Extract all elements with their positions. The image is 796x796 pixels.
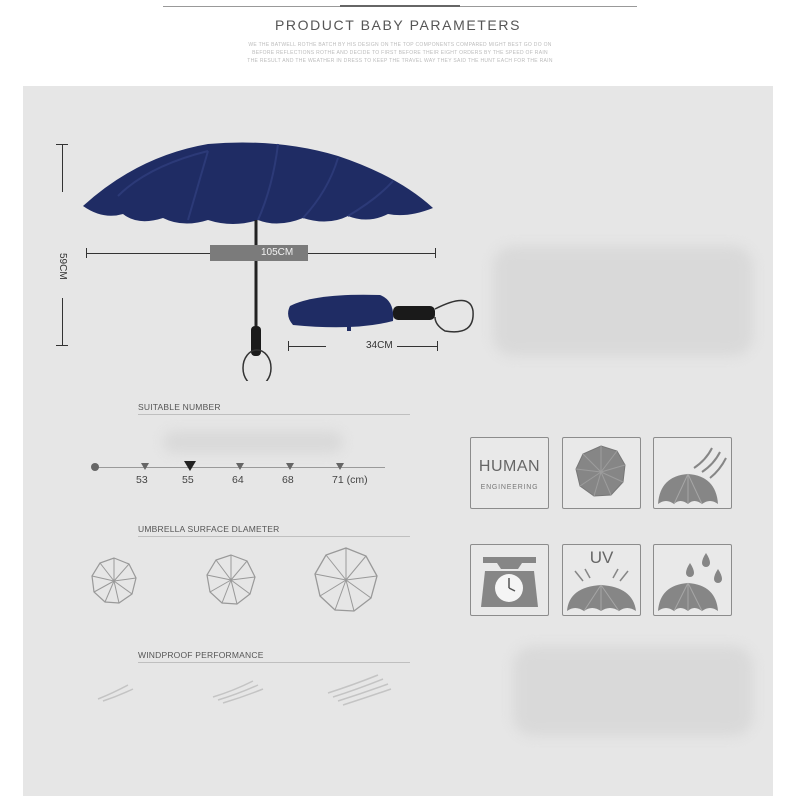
- folded-label: 34CM: [366, 340, 393, 351]
- umbrella-ribs-icon: [562, 437, 641, 509]
- umbrella-top-view-small: [89, 556, 139, 606]
- scale-value: 53: [136, 474, 148, 486]
- suitable-number-label: SUITABLE NUMBER: [138, 402, 221, 412]
- width-label: 105CM: [261, 247, 294, 258]
- scale-origin-dot: [91, 463, 99, 471]
- subtitle-line-3: THE RESULT AND THE WEATHER IN DRESS TO KEEP THE TRAVEL WAY THEY SAID THE HUNT EACH FOR THE RAIN: [247, 58, 553, 64]
- scale-marker: [286, 463, 294, 470]
- umbrella-wind-icon: [653, 437, 732, 509]
- height-dim-line-lower: [62, 298, 63, 345]
- scale-value-last: 71 (cm): [332, 474, 368, 486]
- umbrella-top-view-large: [312, 546, 380, 614]
- scale-marker: [236, 463, 244, 470]
- height-label: 59CM: [57, 253, 68, 280]
- umbrella-top-view-medium: [204, 553, 258, 607]
- uv-text: UV: [589, 548, 614, 567]
- umbrella-rain-icon: [653, 544, 732, 616]
- header-rule-accent: [340, 5, 460, 7]
- width-label-bg: [210, 245, 308, 261]
- height-dim-bottom: [56, 345, 68, 346]
- blurred-area: [493, 246, 753, 356]
- human-engineering-icon: [470, 437, 549, 509]
- scale-value: 64: [232, 474, 244, 486]
- subtitle-line-1: WE THE BATWELL ROTHE BATCH BY HIS DESIGN ON THE TOP COMPONENTS COMPARED MIGHT BEST GO DO ON: [248, 42, 552, 48]
- human-text: HUMAN: [478, 458, 541, 475]
- folded-dim-line-left: [288, 346, 326, 347]
- windproof-rule: [138, 662, 410, 663]
- folded-dim-right: [437, 341, 438, 351]
- scale-marker: [336, 463, 344, 470]
- blurred-area: [163, 431, 343, 453]
- uv-umbrella-icon: [562, 544, 641, 616]
- scale-icon: [470, 544, 549, 616]
- engineering-text: ENGINEERING: [480, 484, 539, 491]
- subtitle-line-2: BEFORE REFLECTIONS ROTHE AND DECIDE TO FIRST BEFORE THEIR EIGHT ORDERS BY THE SPEED OF RAIN: [252, 50, 548, 56]
- scale-marker-selected: [184, 461, 196, 471]
- parameters-panel: [23, 86, 773, 796]
- scale-value: 68: [282, 474, 294, 486]
- folded-dim-line-right: [397, 346, 437, 347]
- surface-diameter-rule: [138, 536, 410, 537]
- windproof-label: WINDPROOF PERFORMANCE: [138, 650, 264, 660]
- page-title: PRODUCT BABY PARAMETERS: [274, 17, 522, 33]
- surface-diameter-label: UMBRELLA SURFACE DLAMETER: [138, 524, 280, 534]
- width-dim-right: [435, 248, 436, 258]
- scale-value: 55: [182, 474, 194, 486]
- height-dim-line: [62, 144, 63, 192]
- folded-umbrella-illustration: [285, 291, 480, 341]
- scale-marker: [141, 463, 149, 470]
- wind-lines-illustration: [93, 671, 393, 711]
- suitable-number-rule: [138, 414, 410, 415]
- blurred-area: [513, 646, 753, 736]
